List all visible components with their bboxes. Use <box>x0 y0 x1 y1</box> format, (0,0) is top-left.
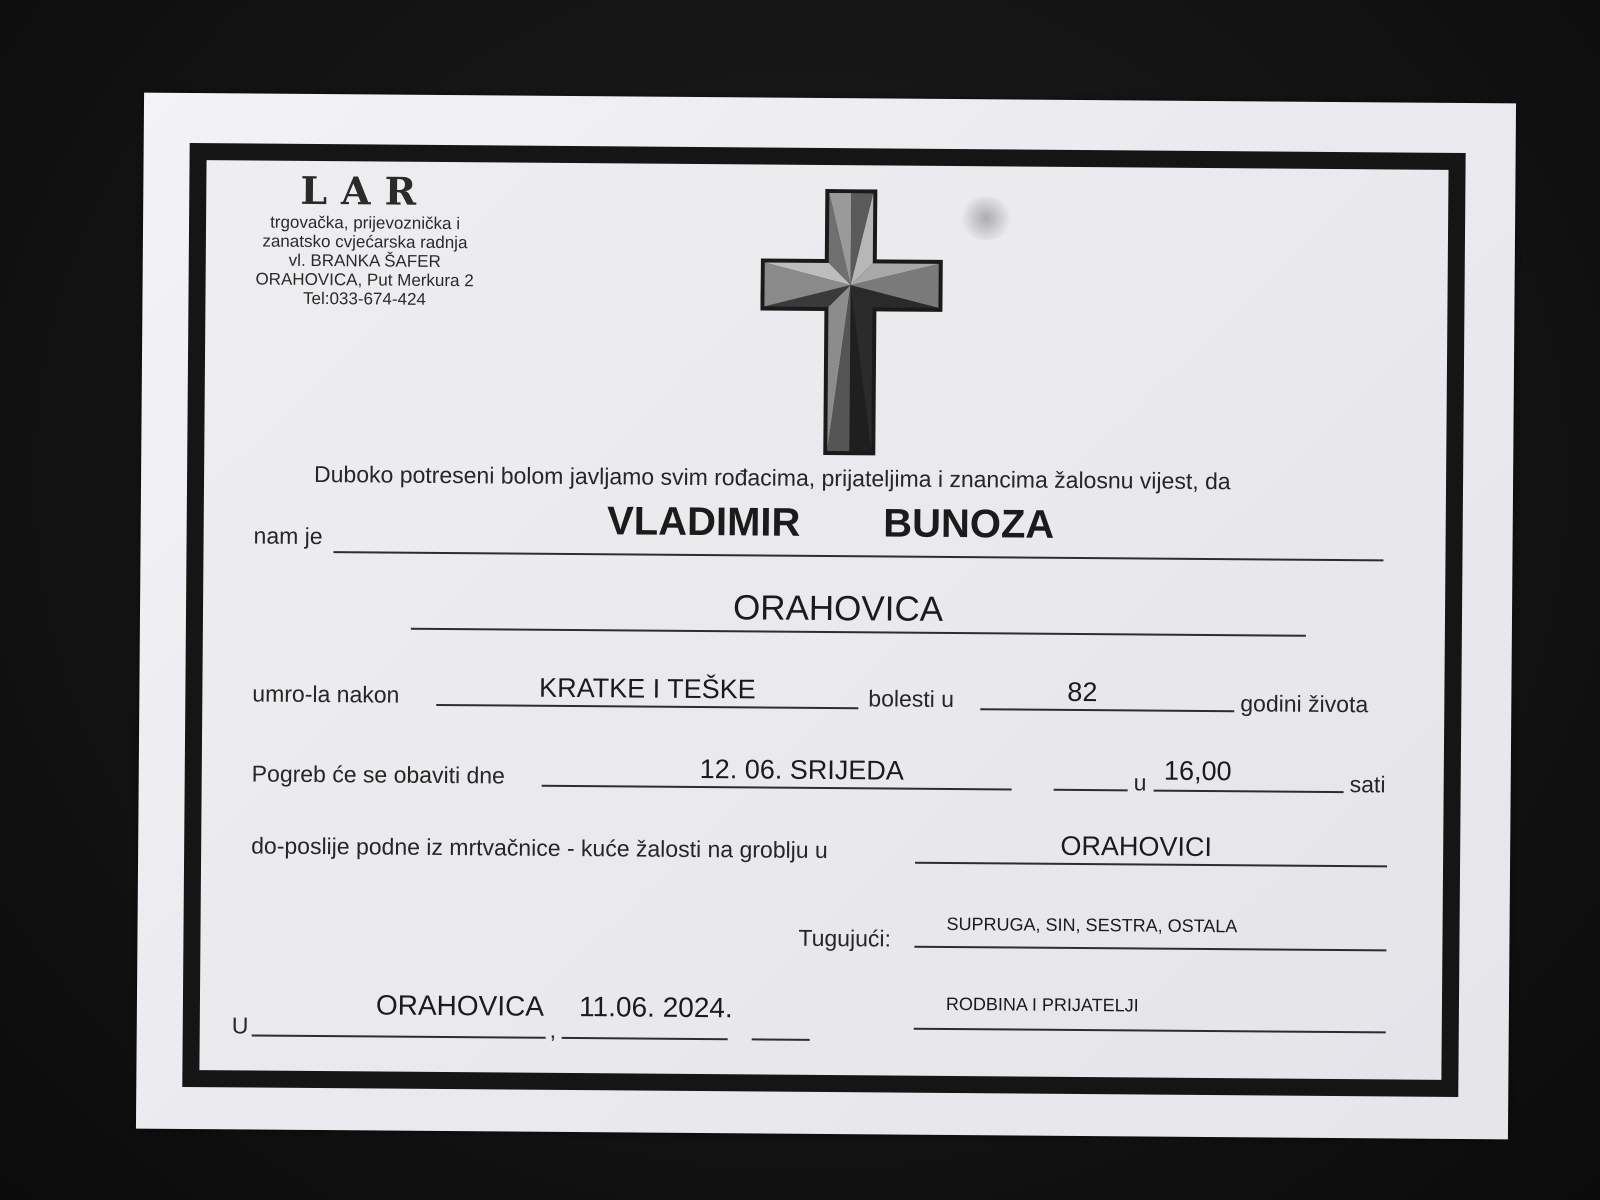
issue-place: ORAHOVICA <box>375 989 545 1022</box>
black-border-frame <box>182 143 1465 1097</box>
mourners-text-2: RODBINA I PRIJATELJI <box>945 993 1139 1016</box>
mourners-line-2 <box>914 1028 1386 1034</box>
deceased-last-name: BUNOZA <box>883 501 1055 547</box>
place-of-origin: ORAHOVICA <box>732 588 944 629</box>
company-header <box>219 168 510 309</box>
label-in: U <box>231 1012 249 1039</box>
illness-type: KRATKE I TEŠKE <box>539 672 756 705</box>
obituary-paper <box>136 93 1516 1140</box>
company-logo: LAR <box>300 167 431 214</box>
notice-body <box>199 160 1448 1080</box>
company-line-2: zanatsko cvjećarska radnja <box>262 231 468 253</box>
label-hours: sati <box>1349 771 1386 798</box>
issue-blank-line <box>752 1038 810 1040</box>
company-address: ORAHOVICA, Put Merkura 2 <box>255 269 474 291</box>
mourners-text-1: SUPRUGA, SIN, SESTRA, OSTALA <box>946 913 1238 937</box>
intro-text: Duboko potreseni bolom javljamo svim rođacima, prijateljima i znancima žalosnu vijest, da <box>313 460 1231 495</box>
company-phone: Tel:033-674-424 <box>302 288 426 309</box>
deceased-first-name: VLADIMIR <box>606 499 801 545</box>
cross-icon <box>759 188 945 457</box>
cemetery-place: ORAHOVICI <box>1060 830 1213 863</box>
mourners-line-1 <box>914 946 1386 952</box>
funeral-blank-line <box>1054 789 1128 792</box>
funeral-time: 16,00 <box>1163 755 1232 787</box>
age-line <box>980 708 1234 712</box>
issue-place-line <box>252 1035 546 1039</box>
label-died-after: umro-la nakon <box>252 680 400 708</box>
age-value: 82 <box>1067 676 1098 708</box>
paper-smudge <box>961 196 1011 240</box>
funeral-date: 12. 06. SRIJEDA <box>699 754 904 786</box>
name-line <box>333 551 1383 561</box>
label-funeral: Pogreb će se obaviti dne <box>251 760 506 789</box>
label-nam-je: nam je <box>253 522 323 550</box>
label-year-of-life: godini života <box>1240 690 1369 718</box>
label-illness: bolesti u <box>868 685 955 713</box>
issue-date: 11.06. 2024. <box>578 991 733 1024</box>
funeral-time-line <box>1154 790 1344 793</box>
company-owner: vl. BRANKA ŠAFER <box>288 250 441 271</box>
issue-comma: , <box>549 1016 557 1043</box>
company-line-1: trgovačka, prijevoznička i <box>270 212 461 234</box>
label-location: do-poslije podne iz mrtvačnice - kuće žalosti na groblju u <box>251 832 828 864</box>
issue-date-line <box>562 1037 728 1040</box>
label-mourners: Tugujući: <box>798 924 892 952</box>
label-at: u <box>1133 769 1147 796</box>
